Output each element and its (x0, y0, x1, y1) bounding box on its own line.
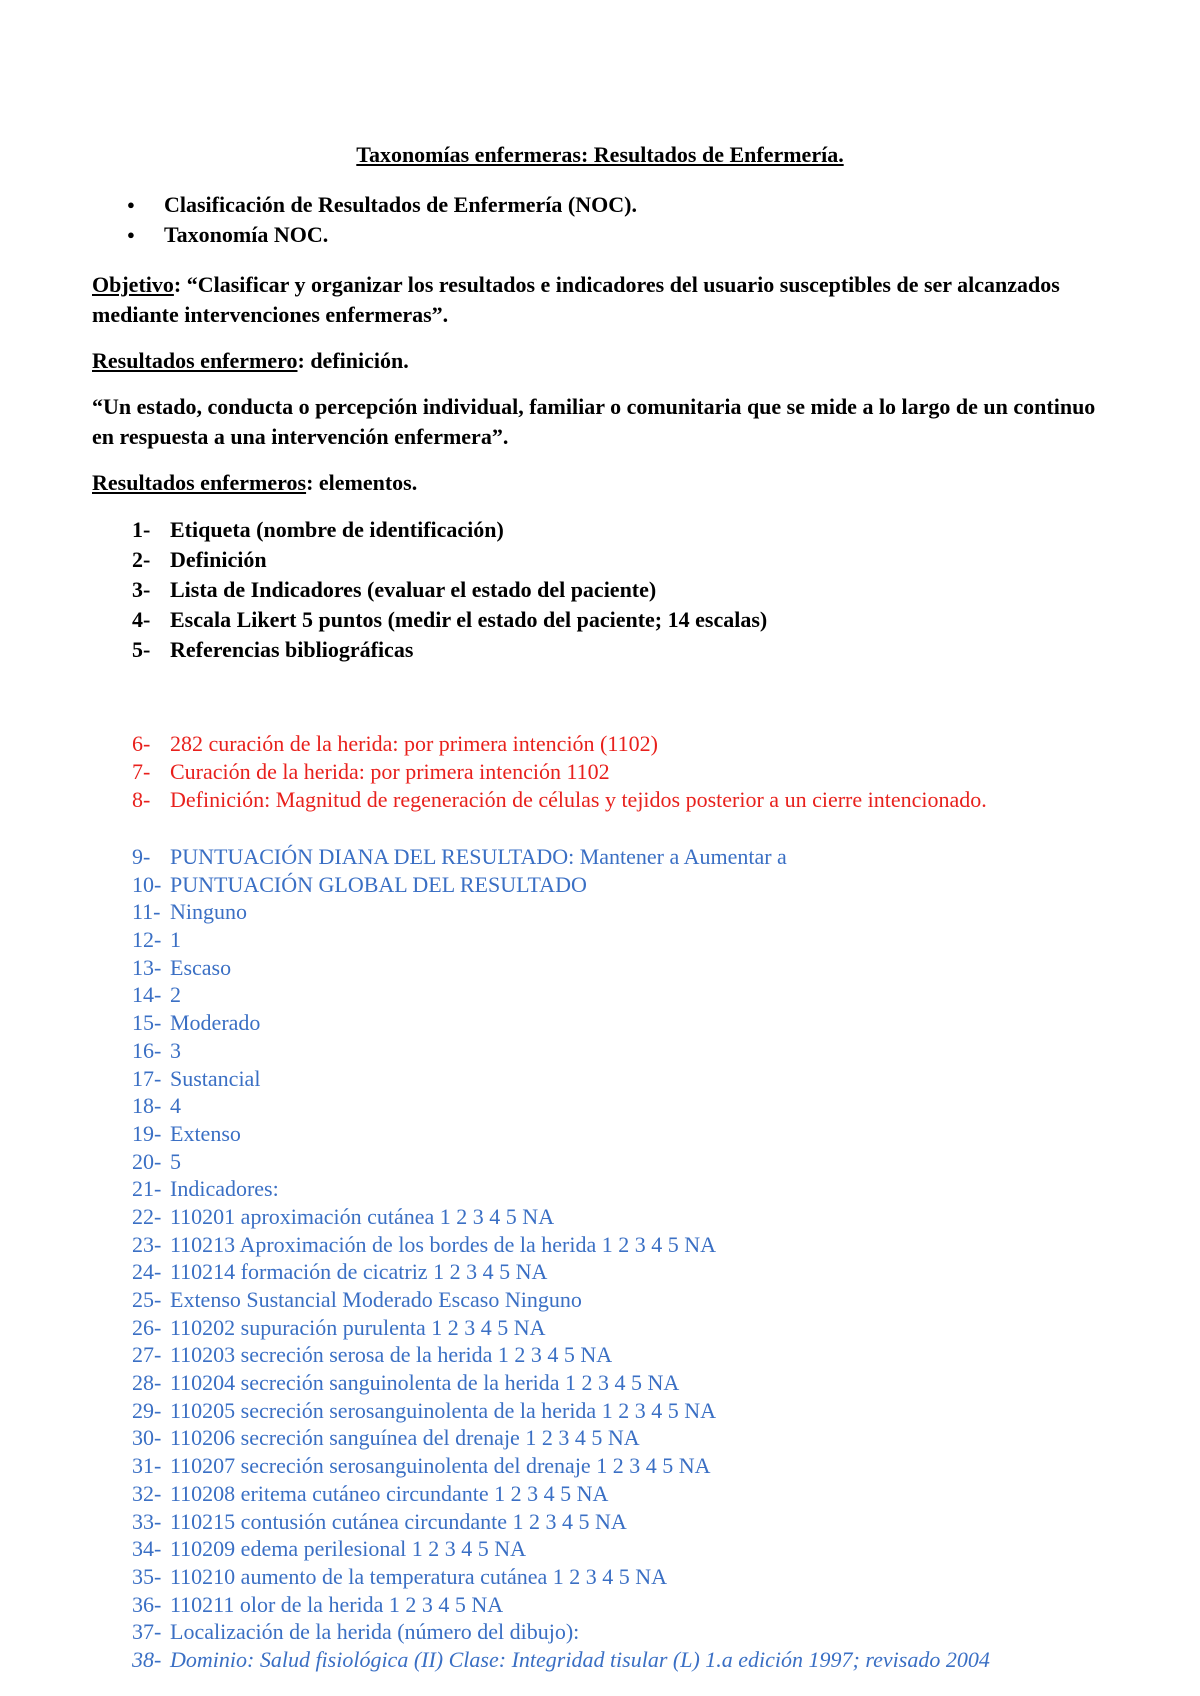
blue-list (132, 843, 990, 1674)
objetivo-paragraph (92, 270, 1122, 330)
list-item: 38- Dominio: Salud fisiológica (II) Clase: Integridad tisular (L) 1.a edición 1997; revisado 2004 (132, 1646, 990, 1672)
list-item: 18- 4 (132, 1093, 181, 1119)
list-item: 9- PUNTUACIÓN DIANA DEL RESULTADO: Mantener a Aumentar a (132, 844, 787, 869)
list-item: 15- Moderado (132, 1010, 261, 1036)
definicion-heading-label: Resultados enfermero (92, 348, 298, 373)
list-item: 13- Escaso (132, 954, 232, 980)
list-item: 24- 110214 formación de cicatriz 1 2 3 4 5 NA (132, 1259, 548, 1285)
list-item: 10- PUNTUACIÓN GLOBAL DEL RESULTADO (132, 871, 587, 897)
list-item: 35- 110210 aumento de la temperatura cutánea 1 2 3 4 5 NA (132, 1563, 668, 1589)
list-item: 11- Ninguno (132, 899, 247, 925)
list-item: 23- 110213 Aproximación de los bordes de la herida 1 2 3 4 5 NA (132, 1231, 717, 1257)
list-item: 4- Escala Likert 5 puntos (medir el estado del paciente; 14 escalas) (132, 607, 768, 632)
list-item: 25- Extenso Sustancial Moderado Escaso Ninguno (132, 1287, 582, 1312)
page-title: Taxonomías enfermeras: Resultados de Enfermería. (356, 142, 844, 167)
list-item: 14- 2 (132, 982, 181, 1008)
list-item: 28- 110204 secreción sanguinolenta de la herida 1 2 3 4 5 NA (132, 1370, 680, 1396)
objetivo-label: Objetivo (92, 272, 174, 297)
list-item: 32- 110208 eritema cutáneo circundante 1 2 3 4 5 NA (132, 1480, 609, 1506)
objetivo-text: : “Clasificar y organizar los resultados e indicadores del usuario susceptibles de ser alcanzados mediante intervenciones enfermeras”. (92, 272, 1060, 327)
list-item: 17- Sustancial (132, 1065, 261, 1091)
red-list (132, 730, 987, 814)
list-item: 20- 5 (132, 1148, 181, 1174)
list-item: 12- 1 (132, 927, 181, 953)
list-item: 21- Indicadores: (132, 1176, 279, 1202)
definicion-text: “Un estado, conducta o percepción individual, familiar o comunitaria que se mide a lo largo de un continuo en respuesta a una intervención enfermera”. (92, 394, 1096, 449)
list-item: 37- Localización de la herida (número del dibujo): (132, 1619, 580, 1645)
elementos-heading-label: Resultados enfermeros (92, 470, 307, 495)
list-item: 19- Extenso (132, 1120, 241, 1146)
elementos-list (132, 515, 767, 665)
list-item: 7- Curación de la herida: por primera intención 1102 (132, 759, 610, 784)
list-item: 1- Etiqueta (nombre de identificación) (132, 517, 504, 542)
list-item: 36- 110211 olor de la herida 1 2 3 4 5 NA (132, 1591, 504, 1617)
list-item: 5- Referencias bibliográficas (132, 637, 414, 662)
list-item: 16- 3 (132, 1037, 181, 1063)
list-item: 8- Definición: Magnitud de regeneración de células y tejidos posterior a un cierre intencionado. (132, 787, 987, 812)
list-item: 6- 282 curación de la herida: por primera intención (1102) (132, 731, 658, 756)
bullet-item: ● Taxonomía NOC. (122, 220, 637, 250)
list-item: 22- 110201 aproximación cutánea 1 2 3 4 5 NA (132, 1203, 555, 1229)
list-item: 31- 110207 secreción serosanguinolenta del drenaje 1 2 3 4 5 NA (132, 1453, 711, 1479)
list-item: 2- Definición (132, 547, 267, 572)
list-item: 29- 110205 secreción serosanguinolenta de la herida 1 2 3 4 5 NA (132, 1397, 716, 1423)
definicion-heading (92, 346, 1122, 376)
list-item: 27- 110203 secreción serosa de la herida 1 2 3 4 5 NA (132, 1342, 613, 1368)
elementos-heading (92, 468, 1122, 498)
list-item: 33- 110215 contusión cutánea circundante 1 2 3 4 5 NA (132, 1508, 627, 1534)
list-item: 3- Lista de Indicadores (evaluar el estado del paciente) (132, 577, 657, 602)
bullet-item: ● Clasificación de Resultados de Enfermería (NOC). (122, 190, 637, 220)
definicion-heading-text: : definición. (297, 348, 409, 373)
list-item: 34- 110209 edema perilesional 1 2 3 4 5 NA (132, 1536, 526, 1562)
bullet-list (122, 190, 637, 250)
elementos-heading-text: : elementos. (306, 470, 418, 495)
list-item: 26- 110202 supuración purulenta 1 2 3 4 5 NA (132, 1314, 546, 1340)
list-item: 30- 110206 secreción sanguínea del drenaje 1 2 3 4 5 NA (132, 1425, 640, 1451)
